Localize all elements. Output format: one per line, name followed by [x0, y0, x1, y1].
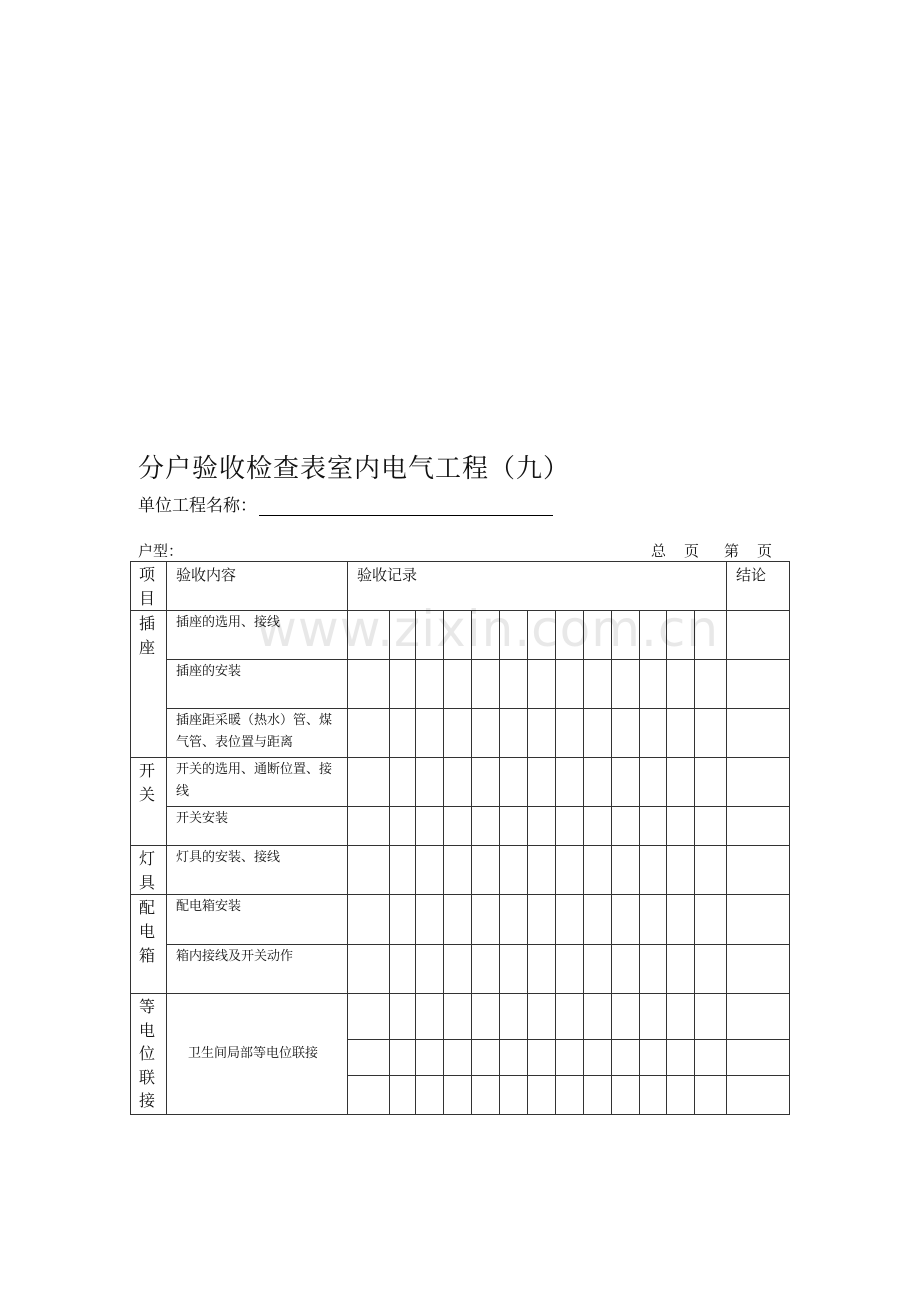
content-socket-install: 插座的安装 — [176, 664, 242, 679]
header-conclusion: 结论 — [736, 566, 767, 584]
content-lamp-install: 灯具的安装、接线 — [176, 850, 281, 865]
category-distribution-box: 配电箱 — [138, 898, 155, 965]
total-page-label: 页 — [684, 542, 700, 560]
huxing-label: 户型： — [138, 542, 184, 560]
header-content: 验收内容 — [176, 566, 237, 584]
content-box-install: 配电箱安装 — [176, 899, 242, 914]
content-switch-selection: 开关的选用、通断位置、接线 — [176, 762, 333, 799]
content-equipotential-bathroom: 卫生间局部等电位联接 — [188, 1046, 319, 1061]
content-switch-install: 开关安装 — [176, 811, 229, 826]
category-equipotential: 等电位联接 — [138, 997, 155, 1110]
category-lamp: 灯具 — [138, 849, 155, 892]
content-box-wiring: 箱内接线及开关动作 — [176, 949, 294, 964]
category-socket: 插座 — [138, 614, 155, 657]
category-switch: 开关 — [138, 761, 155, 804]
watermark: www.zixin.com.cn — [256, 600, 720, 658]
document-title: 分户验收检查表室内电气工程（九） — [138, 454, 571, 484]
header-item: 项目 — [138, 565, 155, 608]
total-label: 总 — [651, 542, 667, 560]
header-record: 验收记录 — [357, 566, 418, 584]
content-socket-distance: 插座距采暖（热水）管、煤气管、表位置与距离 — [176, 713, 333, 750]
current-page-label: 页 — [757, 542, 773, 560]
unit-project-name-label: 单位工程名称： — [138, 496, 257, 516]
content-socket-selection: 插座的选用、接线 — [176, 615, 281, 630]
current-label: 第 — [724, 542, 740, 560]
